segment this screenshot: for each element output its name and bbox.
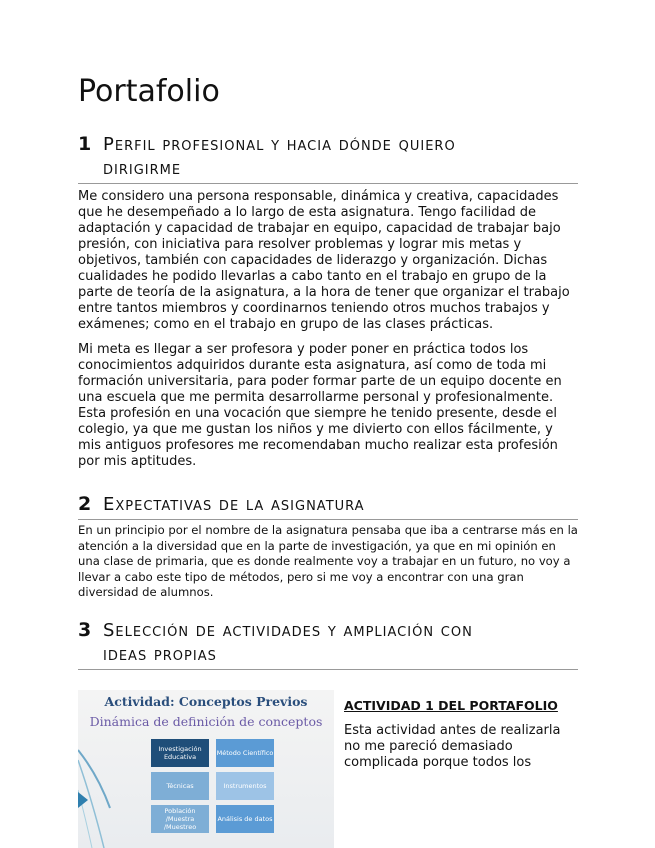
section-2-paragraph-1: En un principio por el nombre de la asignatura pensaba que iba a centrarse más en la atención a la diversidad que en la parte de investigación, ya que en mi opinión en una clase de primaria, que es donde realmente voy a trabajar en un futuro, no voy a llevar a cabo este tipo de métodos, pero si me voy a encontrar con una gran diversidad de alumnos. [78, 523, 578, 599]
section-2-heading [78, 492, 578, 520]
slide-swoosh-decoration [78, 730, 118, 848]
section-3-number: 3 [78, 619, 92, 641]
section-2-number: 2 [78, 493, 92, 515]
slide-title: Actividad: Conceptos Previos [104, 694, 308, 709]
slide-box-instrumentos: Instrumentos [216, 772, 274, 800]
section-1-number: 1 [78, 133, 92, 155]
section-3-heading [78, 618, 578, 670]
section-1-heading [78, 132, 578, 184]
section-1-paragraph-1: Me considero una persona responsable, dinámica y creativa, capacidades que he desempeñado a lo largo de esta asignatura. Tengo facilidad de adaptación y capacidad de trabajar en equipo, capacidad de trabajar bajo presión, con iniciativa para resolver problemas y lograr mis metas y objetivos, también con capacidades de liderazgo y organización. Dichas cualidades he podido llevarlas a cabo tanto en el trabajo en grupo de la parte de teoría de la asignatura, a la hora de tener que organizar el trabajo entre tantos miembros y coordinarnos teniendo otros muchos trabajos y exámenes; como en el trabajo en grupo de las clases prácticas. [78, 189, 570, 332]
slide-box-tecnicas: Técnicas [151, 772, 209, 800]
section-3-heading-line1: Selección de actividades y ampliación con [103, 620, 473, 641]
slide-box-poblacion: Población /Muestra /Muestreo [151, 805, 209, 833]
slide-box-investigacion: Investigación Educativa [151, 739, 209, 767]
activity-slide-image [78, 690, 334, 848]
section-1-heading-line2: dirigirme [103, 158, 182, 179]
slide-subtitle: Dinámica de definición de conceptos [89, 714, 323, 729]
activity-1-heading: ACTIVIDAD 1 DEL PORTAFOLIO [344, 698, 558, 713]
document-title: Portafolio [78, 74, 220, 109]
section-1-paragraph-2: Mi meta es llegar a ser profesora y poder poner en práctica todos los conocimientos adquiridos durante esta asignatura, así como de toda mi formación universitaria, para poder formar parte de un equipo docente en una escuela que me permita desarrollarme personal y profesionalmente. Esta profesión en una vocación que siempre he tenido presente, desde el colegio, ya que me gustan los niños y me divierto con ellos fácilmente, y mis antiguos profesores me recomendaban mucho realizar esta profesión por mis aptitudes. [78, 342, 562, 469]
activity-1-text: Esta actividad antes de realizarla no me pareció demasiado complicada porque todos los [344, 723, 561, 770]
section-2-heading-line1: Expectativas de la asignatura [103, 494, 365, 515]
section-3-heading-line2: ideas propias [103, 644, 217, 665]
section-1-heading-line1: Perfil profesional y hacia dónde quiero [103, 134, 456, 155]
slide-box-analisis: Análisis de datos [216, 805, 274, 833]
slide-box-metodo: Método Científico [216, 739, 274, 767]
